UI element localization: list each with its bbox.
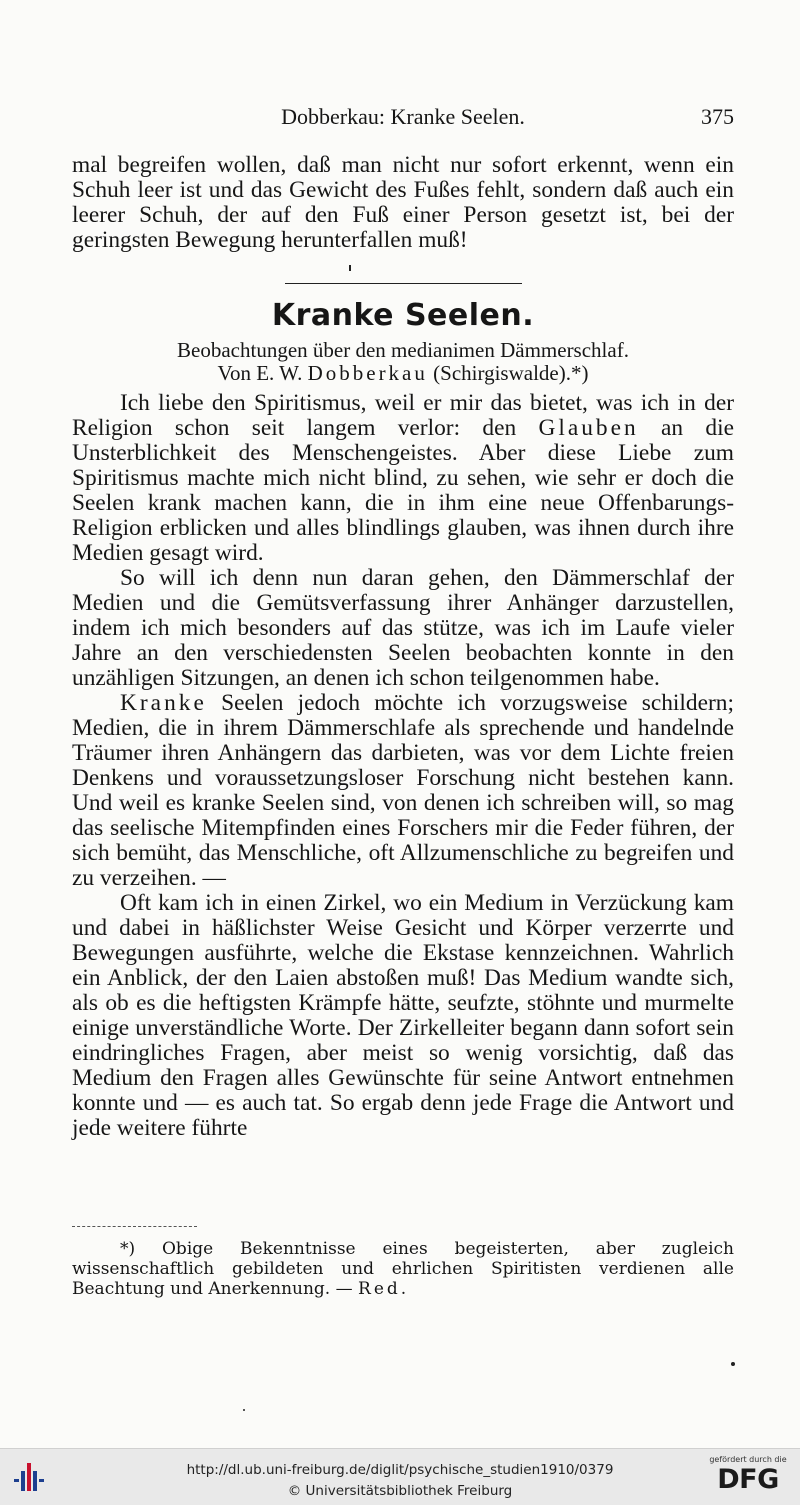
footnote-text: *) Obige Bekenntnisse eines begeisterten, aber zugleich wissenschaftlich gebildeten und ehrlichen Spiritisten verdienen alle Beachtung und Anerkennung. — bbox=[72, 1239, 734, 1299]
copyright-notice: © Universitätsbibliothek Freiburg bbox=[287, 1483, 513, 1499]
paragraph-1-emphasis: Glauben bbox=[538, 415, 639, 441]
scan-speck bbox=[731, 1362, 735, 1366]
footnote bbox=[72, 1239, 734, 1299]
paragraph-3-emphasis: Kranke bbox=[120, 690, 207, 716]
paragraph-4-lead: Oft kam ich in einen Zirkel, wo ein Medium in Verzückung kam und dabei in häßlichster Weise Gesicht und Körper verzerrte und Bewegungen ausführte, welche die Ekstase kennzeichnen. Wahrlich ein Anblick, der den Laien abstoßen muß! Das Medium wandte sich, als ob es die heftigsten Krämpfe hätte, seufzte, stöhnte und murmelte einige unverständliche Worte. Der Zirkelleiter begann dann sofort sein eindringliches Fragen, aber meist so wenig vorsichtig, daß das Medium den Fragen alles Gewünschte für seine Antwort entnehmen konnte und — es auch tat. So ergab denn jede Frage die Antwort und jede weitere führte bbox=[72, 890, 734, 1141]
paragraph-4 bbox=[72, 891, 734, 1141]
footnote-paragraph bbox=[72, 1239, 734, 1299]
byline-author: Dobberkau bbox=[307, 361, 428, 385]
funder-note: gefördert durch die bbox=[709, 1455, 787, 1464]
permalink[interactable]: http://dl.ub.uni-freiburg.de/diglit/psychische_studien1910/0379 bbox=[186, 1462, 614, 1478]
running-title: Dobberkau: Kranke Seelen. bbox=[281, 104, 525, 129]
footnote-signature: Red. bbox=[358, 1279, 410, 1299]
article-byline bbox=[72, 361, 734, 386]
scan-speck bbox=[349, 265, 351, 271]
page-number: 375 bbox=[701, 104, 734, 129]
intro-paragraph-block bbox=[72, 153, 734, 253]
section-divider bbox=[285, 283, 522, 284]
viewer-footer bbox=[0, 1448, 800, 1505]
byline-suffix: (Schirgiswalde).*) bbox=[433, 361, 589, 385]
running-head bbox=[72, 100, 734, 130]
intro-paragraph: mal begreifen wollen, daß man nicht nur sofort erkennt, wenn ein Schuh leer ist und das Gewicht des Fußes fehlt, sondern daß auch ein leerer Schuh, der auf den Fuß einer Person gesetzt ist, bei der geringsten Bewegung herunterfallen muß! bbox=[72, 152, 734, 253]
paragraph-1-rest: an die Unsterblichkeit des Menschengeistes. Aber diese Liebe zum Spiritismus machte mich nicht blind, zu sehen, wie sehr er doch die Seelen krank machen kann, die in ihm eine neue Offenbarungs-Religion erblicken und alles blindlings glauben, was ihnen durch ihre Medien gesagt wird. bbox=[72, 415, 734, 566]
paragraph-3 bbox=[72, 691, 734, 891]
footnote-separator bbox=[72, 1226, 197, 1227]
paragraph-2 bbox=[72, 566, 734, 691]
paragraph-2-lead: So will ich denn nun daran gehen, den Dämmerschlaf der Medien und die Gemütsverfassung ihrer Anhänger darzustellen, indem ich mich besonders auf das stütze, was ich im Laufe vieler Jahre an den verschiedensten Seelen beobachten konnte in den unzähligen Sitzungen, an denen ich schon teilgenommen habe. bbox=[72, 565, 734, 691]
paragraph-1 bbox=[72, 391, 734, 566]
byline-prefix: Von E. W. bbox=[217, 361, 303, 385]
article-subtitle: Beobachtungen über den medianimen Dämmerschlaf. bbox=[177, 338, 629, 362]
article-headline: Kranke Seelen. bbox=[271, 298, 535, 333]
paragraph-3-rest: Seelen jedoch möchte ich vorzugsweise schildern; Medien, die in ihrem Dämmerschlafe als sprechende und handelnde Träumer ihren Anhängern das darbieten, was vor dem Lichte freien Denkens und voraussetzungsloser Forschung nicht bestehen kann. Und weil es kranke Seelen sind, von denen ich schreiben will, so mag das seelische Mitempfinden eines Forschers mir die Feder führen, der sich bemüht, das Menschliche, oft Allzumenschliche zu begreifen und zu verzeihen. — bbox=[72, 690, 734, 891]
scan-speck bbox=[243, 1409, 245, 1411]
paragraph-1-lead: Ich liebe den Spiritismus, weil er mir das bietet, was ich in der Religion schon seit langem verlor: den bbox=[72, 390, 734, 441]
dfg-wordmark: DFG bbox=[717, 1464, 779, 1495]
dfg-logo bbox=[704, 1455, 792, 1501]
article-body bbox=[72, 391, 734, 1141]
